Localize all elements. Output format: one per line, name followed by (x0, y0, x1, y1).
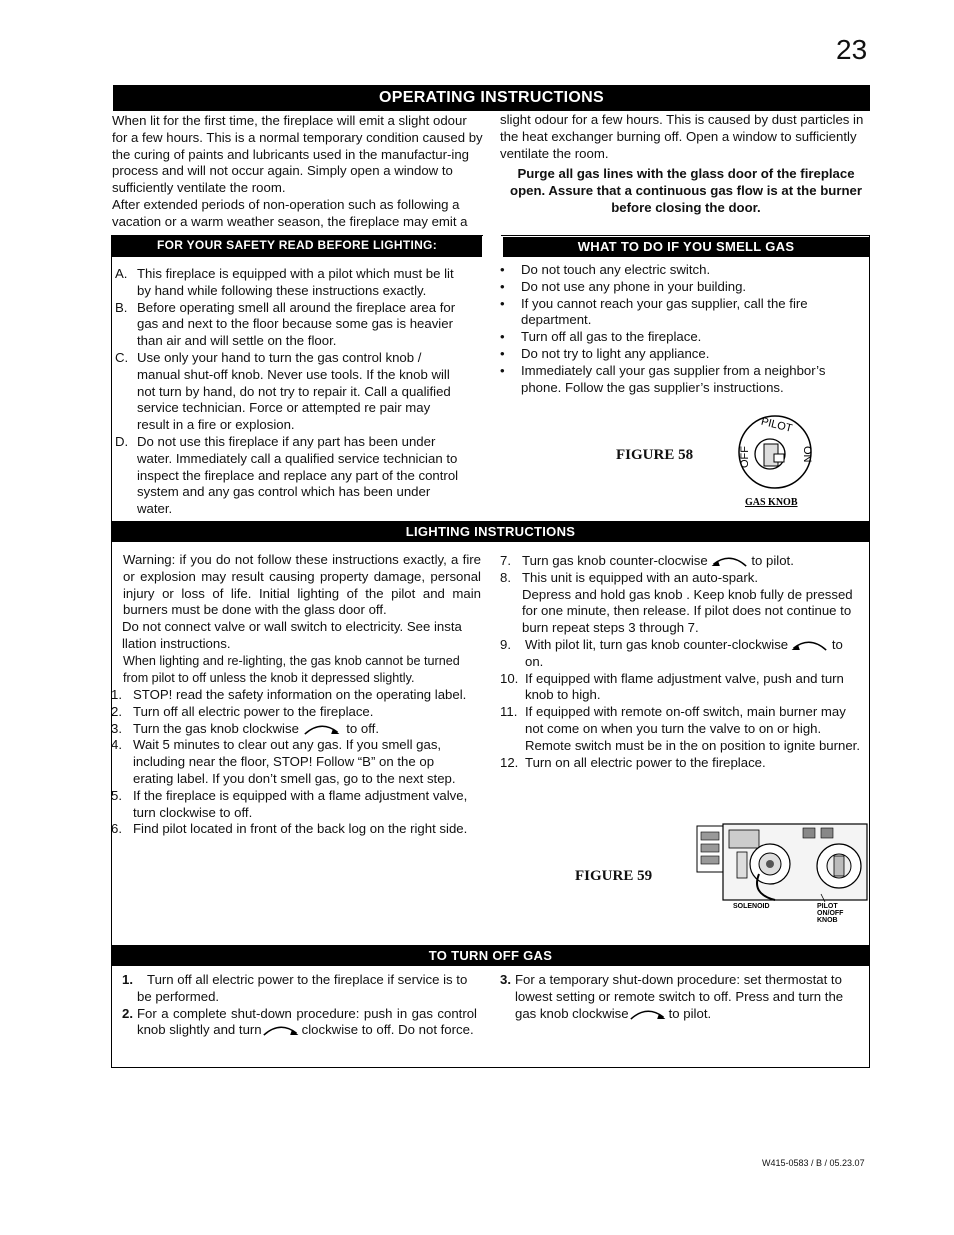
clockwise-arrow-icon (262, 1024, 302, 1037)
turn-off-right (500, 972, 862, 1022)
solenoid-label: SOLENOID (733, 903, 770, 910)
smell-gas-list (500, 262, 868, 396)
knob-off-label: OFF (739, 446, 751, 468)
safety-title: FOR YOUR SAFETY READ BEFORE LIGHTING: (112, 235, 482, 257)
pilot-knob-label-line3: KNOB (817, 917, 838, 924)
clockwise-arrow-icon (303, 723, 343, 736)
list-item: 1. STOP! read the safety information on the operating label. (111, 687, 467, 702)
turn-off-left (122, 972, 477, 1039)
list-item: • If you cannot reach your gas supplier, call the fire department. (500, 295, 808, 328)
purge-warning: Purge all gas lines with the glass door of the fireplace open. Assure that a continuous gas flow is at the burner before closing the door. (510, 166, 862, 215)
list-item: • Do not try to light any appliance. (500, 345, 710, 361)
list-item: 10. If equipped with flame adjustment valve, push and turn knob to high. (500, 670, 844, 703)
gas-valve-illustration (695, 822, 869, 924)
list-item: 12. Turn on all electric power to the fireplace. (500, 754, 766, 770)
figure-58-label: FIGURE 58 (616, 447, 694, 463)
section-title-operating-instructions: OPERATING INSTRUCTIONS (113, 85, 870, 111)
pilot-knob-label-line1: PILOT (817, 903, 838, 910)
list-item: 3. For a temporary shut-down procedure: set thermostat to lowest setting or remote switch to off. Press and turn the gas knob clockwise to pilot. (500, 972, 844, 1021)
lighting-steps-right (500, 553, 862, 771)
pilot-knob-label-line2: ON/OFF (817, 910, 844, 917)
list-item: 8. This unit is equipped with an auto-spark. Depress and hold gas knob . Keep knob fully de pressed for one minute, then release. If pilot does not continue to burn repeat steps 3 through 7. (500, 569, 853, 636)
list-item: • Turn off all gas to the fireplace. (500, 329, 702, 345)
figure-59-label: FIGURE 59 (575, 868, 653, 884)
list-item: 9. With pilot lit, turn gas knob counter-clockwise to on. (500, 636, 843, 669)
intro-paragraph: slight odour for a few hours. This is caused by dust particles in the heat exchanger burning off. Open a window to sufficiently ventilate the room. (500, 112, 864, 161)
list-item: • Do not touch any electric switch. (500, 262, 711, 277)
lighting-warnings (123, 552, 481, 686)
list-item: • Immediately call your gas supplier from a neighbor’s phone. Follow the gas supplier’s instructions. (500, 362, 826, 395)
list-item: C. Use only your hand to turn the gas control knob / manual shut-off knob. Never use tools. If the knob will not turn by hand, do not try to repair it. Call a qualified service technician. Force or attempted re pair may result in a fire or explosion. (115, 349, 451, 433)
list-item: 11. If equipped with remote on-off switch, main burner may not come on when you turn the valve to on or high. Remote switch must be in the on position to ignite burner. (500, 704, 860, 753)
clockwise-arrow-icon (629, 1008, 669, 1021)
list-item: B. Before operating smell all around the fireplace area for gas and next to the floor because some gas is heavier than air and will settle on the floor. (115, 299, 456, 349)
knob-on-label: ON (801, 446, 813, 463)
counter-clockwise-arrow-icon (788, 639, 828, 652)
intro-left-column (112, 113, 483, 231)
list-item: 2. Turn off all electric power to the fireplace. (111, 703, 374, 719)
list-item: • Do not use any phone in your building. (500, 278, 747, 294)
intro-paragraph: When lit for the first time, the fireplace will emit a slight odour for a few hours. This is a normal temporary condition caused by the curing of paints and lubricants used in the manufactur-ing process and will not occur again. Simply open a window to sufficiently ventilate the room. (112, 113, 483, 196)
list-item: 4. Wait 5 minutes to clear out any gas. If you smell gas, including near the floor, STOP! Follow “B” on the op erating label. If you don’t smell gas, go to the next step. (111, 737, 456, 786)
gas-knob-caption: GAS KNOB (745, 497, 798, 508)
list-item: 3. Turn the gas knob clockwise to off. (111, 720, 379, 736)
list-item: 7. Turn gas knob counter-clocwise to pilot. (500, 553, 794, 568)
safety-list (115, 266, 465, 518)
turn-off-title: TO TURN OFF GAS (112, 946, 869, 966)
warning-paragraph: When lighting and re-lighting, the gas knob cannot be turned from pilot to off unless the knob it depressed slightly. (123, 653, 460, 685)
list-item: 2. For a complete shut-down procedure: push in gas control knob slightly and turn clockwise to off. Do not force. (122, 1005, 477, 1038)
knob-pilot-label: PILOT (759, 415, 794, 435)
knob-indicator (774, 454, 784, 462)
lighting-steps-left (111, 687, 473, 838)
list-item: A. This fireplace is equipped with a pilot which must be lit by hand while following these instructions exactly. (115, 266, 454, 298)
smell-gas-title: WHAT TO DO IF YOU SMELL GAS (503, 237, 869, 257)
lighting-title: LIGHTING INSTRUCTIONS (112, 522, 869, 542)
warning-paragraph: Do not connect valve or wall switch to electricity. See insta llation instructions. (122, 619, 462, 651)
warning-paragraph: Warning: if you do not follow these instructions exactly, a fire or explosion may result causing property damage, personal injury or loss of life. Initial lighting of the pilot and main burners must be done with the glass door off. (123, 552, 481, 618)
document-code: W415-0583 / B / 05.23.07 (762, 1158, 865, 1168)
intro-paragraph: After extended periods of non-operation such as following a vacation or a warm weather season, the fireplace may emit a (112, 196, 468, 229)
header-gap (483, 235, 501, 257)
page-number: 23 (836, 34, 868, 65)
list-item: 6. Find pilot located in front of the back log on the right side. (111, 821, 468, 837)
gas-knob-illustration (730, 410, 820, 510)
list-item: D. Do not use this fireplace if any part has been under water. Immediately call a qualified service technician to inspect the fireplace and replace any part of the control system and any gas control which has been under water. (115, 433, 459, 517)
intro-right-column (500, 112, 872, 217)
list-item: 1. Turn off all electric power to the fireplace if service is to be performed. (122, 972, 468, 1004)
counter-clockwise-arrow-icon (708, 555, 748, 568)
list-item: 5. If the fireplace is equipped with a flame adjustment valve, turn clockwise to off. (111, 787, 468, 820)
